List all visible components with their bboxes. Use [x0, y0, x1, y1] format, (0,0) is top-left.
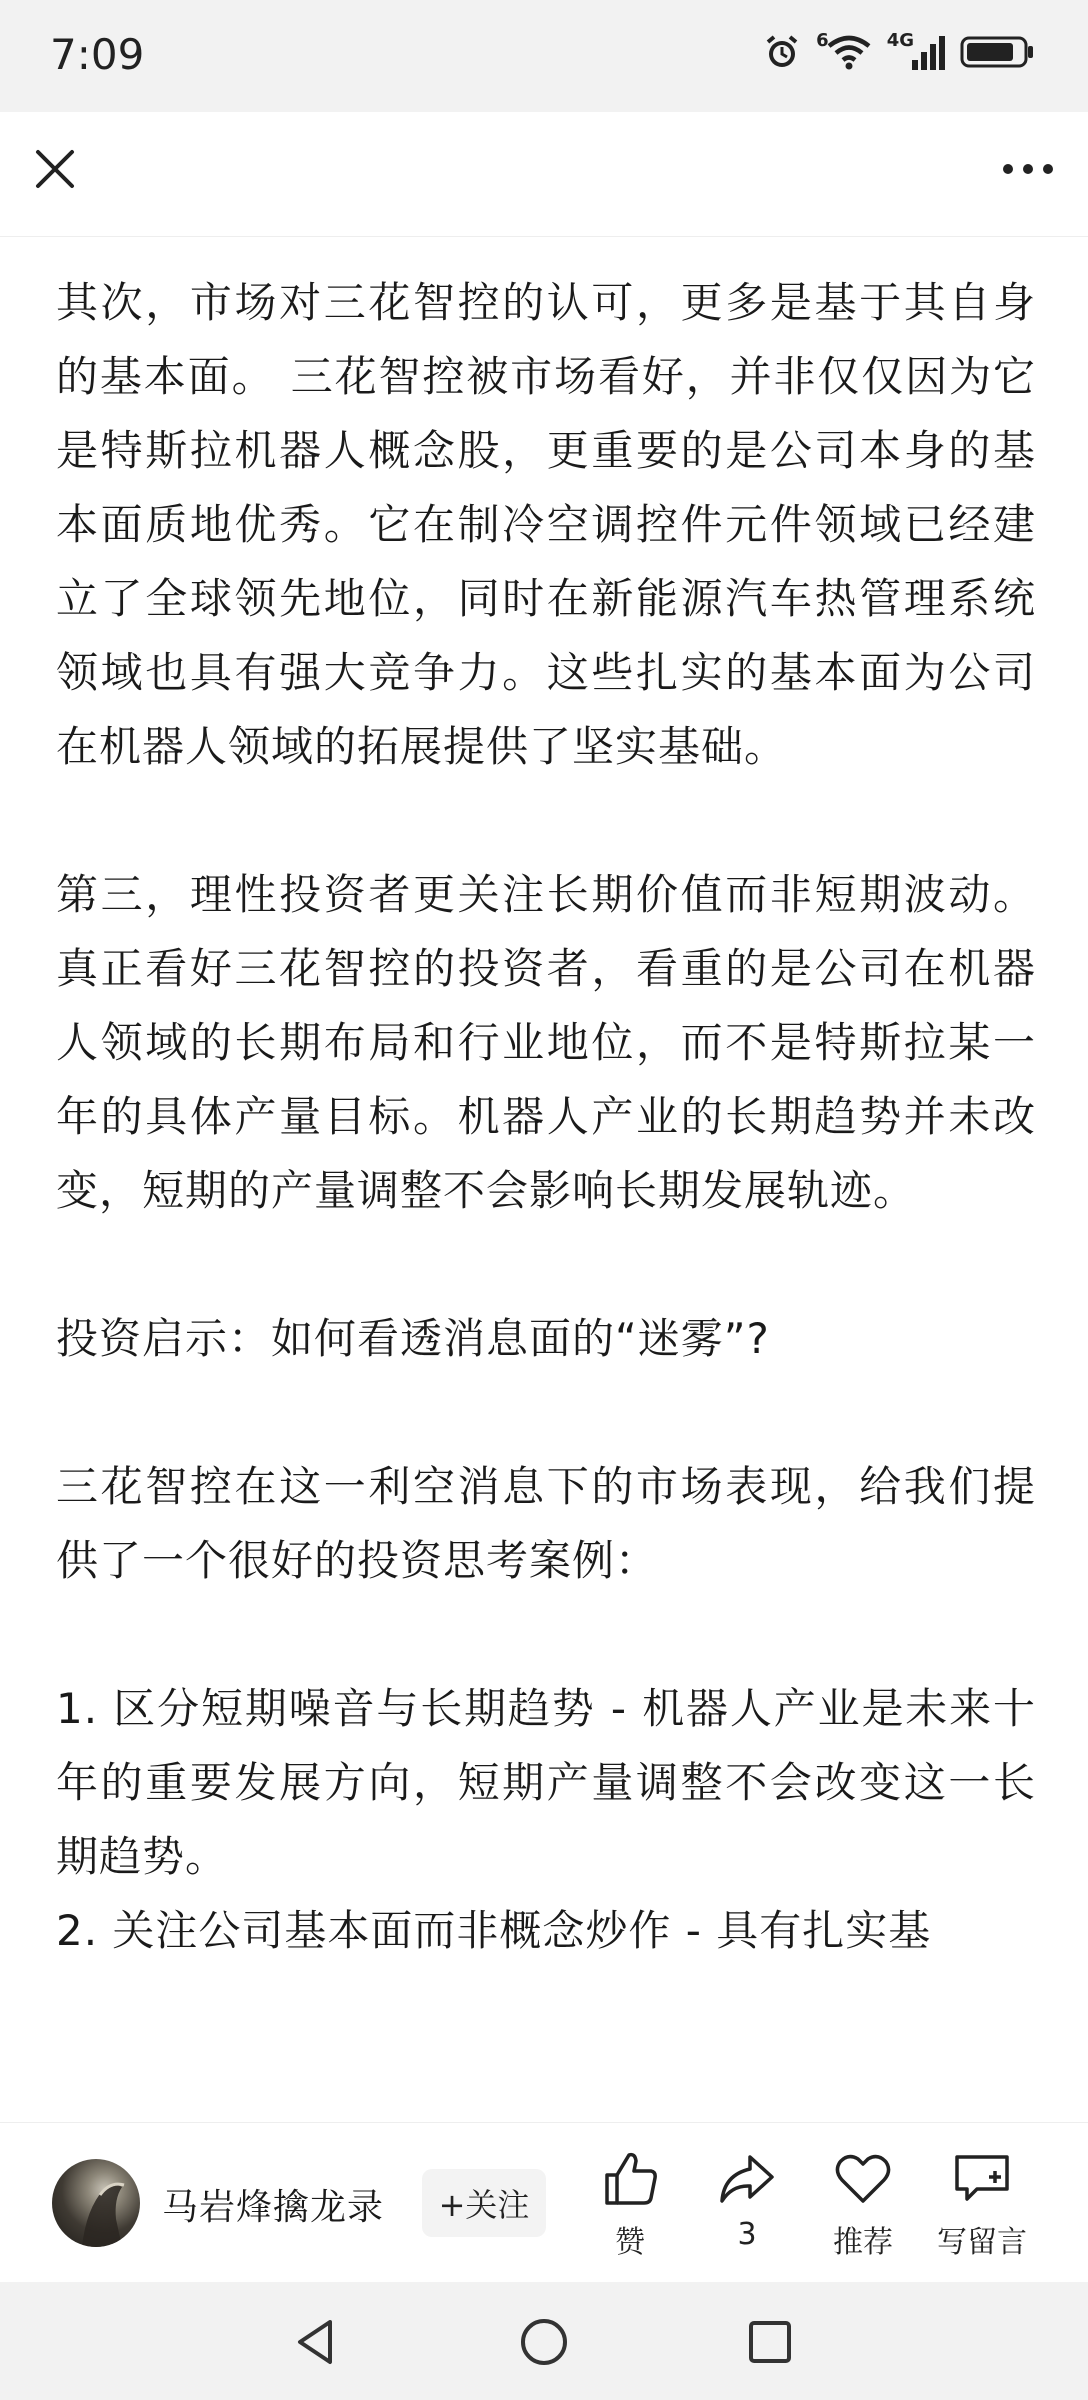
- back-triangle-icon: [286, 2312, 346, 2372]
- network-label: 4G: [886, 29, 914, 51]
- status-bar: [0, 0, 1088, 112]
- comment-button[interactable]: [924, 2147, 1040, 2261]
- article-paragraph: 第三，理性投资者更关注长期价值而非短期波动。 真正看好三花智控的投资者，看重的是公司在机器人领域的长期布局和行业地位，而不是特斯拉某一年的具体产量目标。机器人产业的长期趋势并未改变，短期的产量调整不会影响长期发展轨迹。: [56, 870, 1036, 1215]
- article-paragraph: 其次，市场对三花智控的认可，更多是基于其自身的基本面。 三花智控被市场看好，并非仅仅因为它是特斯拉机器人概念股，更重要的是公司本身的基本面质地优秀。它在制冷空调控件元件领域已经建立了全球领先地位，同时在新能源汽车热管理系统领域也具有强大竞争力。这些扎实的基本面为公司在机器人领域的拓展提供了坚实基础。: [56, 278, 1036, 771]
- list-item: 1. 区分短期噪音与长期趋势 - 机器人产业是未来十年的重要发展方向，短期产量调整不会改变这一长期趋势。: [56, 1684, 1036, 1881]
- more-icon: [996, 142, 1060, 196]
- like-label: 赞: [615, 2225, 645, 2260]
- system-recents-button[interactable]: [740, 2312, 800, 2372]
- share-button[interactable]: [692, 2147, 802, 2252]
- comment-icon: [951, 2147, 1013, 2209]
- home-circle-icon: [514, 2312, 574, 2372]
- more-button[interactable]: [996, 142, 1060, 196]
- recents-square-icon: [740, 2312, 800, 2372]
- close-button[interactable]: [28, 142, 82, 196]
- system-back-button[interactable]: [286, 2312, 346, 2372]
- top-nav: [0, 112, 1088, 237]
- recommend-button[interactable]: [808, 2147, 918, 2261]
- author-name[interactable]: 马岩烽擒龙录: [162, 2187, 385, 2228]
- system-nav-bar: [0, 2282, 1088, 2400]
- heart-icon: [832, 2147, 894, 2209]
- wifi-label: 6: [816, 29, 829, 51]
- comment-label: 写留言: [937, 2225, 1027, 2260]
- article-body: [56, 266, 1036, 2116]
- action-bar: [0, 2122, 1088, 2283]
- status-icons: [762, 29, 1036, 72]
- article-paragraph: 三花智控在这一利空消息下的市场表现，给我们提供了一个很好的投资思考案例：: [56, 1462, 1036, 1585]
- like-button[interactable]: [575, 2147, 685, 2261]
- close-icon: [28, 142, 82, 196]
- battery-icon: [960, 32, 1036, 72]
- alarm-icon: [762, 32, 802, 72]
- list-item: 2. 关注公司基本面而非概念炒作 - 具有扎实基: [56, 1906, 932, 1955]
- author-avatar[interactable]: [52, 2159, 140, 2247]
- article-subheading: 投资启示：如何看透消息面的“迷雾”?: [56, 1314, 770, 1363]
- signal-icon: [886, 29, 946, 72]
- recommend-label: 推荐: [833, 2225, 893, 2260]
- thumbs-up-icon: [599, 2147, 661, 2209]
- status-time: 7:09: [50, 30, 145, 79]
- share-count: 3: [737, 2217, 757, 2252]
- follow-button[interactable]: +关注: [422, 2169, 546, 2237]
- system-home-button[interactable]: [514, 2312, 574, 2372]
- share-icon: [716, 2147, 778, 2209]
- wifi-icon: [816, 29, 873, 72]
